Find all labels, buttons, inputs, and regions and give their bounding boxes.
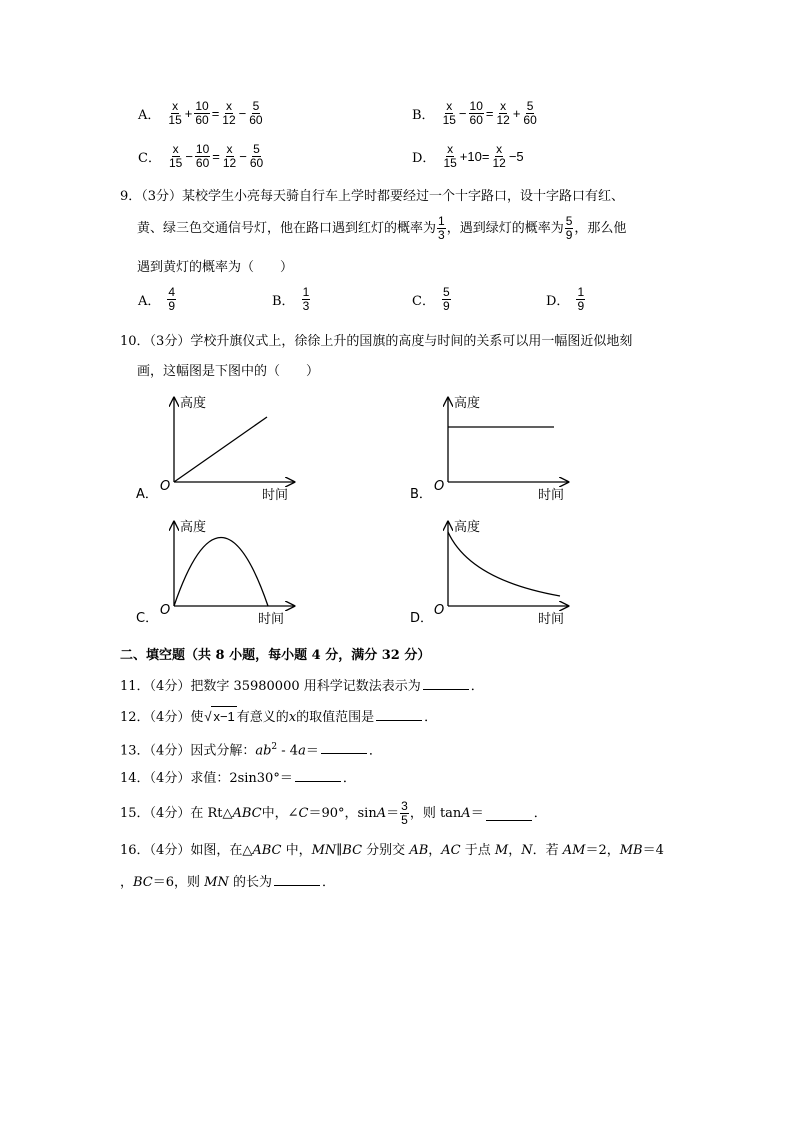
q12-blank[interactable] — [376, 707, 422, 721]
graph-d-label: D． — [410, 611, 434, 626]
graph-b-origin: O — [434, 479, 445, 494]
q11-blank[interactable] — [423, 676, 469, 690]
q8-option-c: C． $\frac{x}{15}$ − $\frac{10}{60}$ = $\frac{x}{12}$ − $\frac{5}{60}$ — [138, 142, 264, 170]
graph-a-origin: O — [160, 479, 171, 494]
q13-blank[interactable] — [321, 740, 367, 754]
q15-blank[interactable] — [486, 807, 532, 821]
q9-option-a: A． $\frac{4}{9}$ — [138, 285, 176, 313]
graph-a-ylabel: 高度 — [180, 396, 207, 411]
q8-option-a: A． $\frac{x}{15}$ + $\frac{10}{60}$ = $\frac{x}{12}$ − $\frac{5}{60}$ — [138, 99, 263, 127]
graph-b — [410, 390, 580, 505]
q9-option-d: D． $\frac{1}{9}$ — [546, 285, 585, 313]
graph-b-label: B． — [410, 487, 432, 502]
graph-a-xlabel: 时间 — [262, 488, 289, 503]
graph-c — [136, 514, 306, 629]
q13: 13．（4分）因式分解：$ab^2 - 4a=$ ． — [120, 742, 382, 759]
q10-line1: 10．（3分）学校升旗仪式上，徐徐上升的国旗的高度与时间的关系可以用一幅图近似地刻 — [120, 334, 633, 349]
q14-blank[interactable] — [295, 768, 341, 782]
graph-d-ylabel: 高度 — [454, 520, 481, 535]
q16-line2: ，BC＝6，则 MN 的长为 ． — [120, 872, 335, 893]
q9-line3: 遇到黄灯的概率为（ ） — [137, 260, 294, 275]
q10-line2: 画，这幅图是下图中的（ ） — [137, 364, 320, 379]
graph-b-xlabel: 时间 — [538, 488, 565, 503]
graph-c-ylabel: 高度 — [180, 520, 207, 535]
graph-c-xlabel: 时间 — [258, 612, 285, 627]
graph-a-curve — [174, 417, 267, 482]
section-2-heading: 二、填空题（共 8 小题，每小题 4 分，满分 32 分） — [120, 648, 431, 663]
graph-a-label: A． — [136, 487, 158, 502]
q12: 12．（4分）使√ x−1 有意义的x的取值范围是 ． — [120, 706, 437, 728]
graph-d-origin: O — [434, 603, 445, 618]
graph-d-xlabel: 时间 — [538, 612, 565, 627]
q11: 11．（4分）把数字 35980000 用科学记数法表示为 ． — [120, 676, 484, 697]
graph-c-label: C． — [136, 611, 159, 626]
q9-line1: 9．（3分）某校学生小亮每天骑自行车上学时都要经过一个十字路口，设十字路口有红、 — [120, 189, 625, 204]
graph-a — [136, 390, 306, 505]
q8-option-b: B． $\frac{x}{15}$ − $\frac{10}{60}$ = $\frac{x}{12}$ + $\frac{5}{60}$ — [412, 99, 537, 127]
q16-blank[interactable] — [274, 872, 320, 886]
q9-option-c: C． $\frac{5}{9}$ — [412, 285, 450, 313]
q9-line2: 黄、绿三色交通信号灯，他在路口遇到红灯的概率为 $\frac{1}{3}$ ，遇到绿灯的概率为 $\frac{5}{9}$ ，那么他 — [137, 214, 627, 242]
graph-b-ylabel: 高度 — [454, 396, 481, 411]
graph-c-curve — [174, 538, 268, 607]
q8-option-d: D． $\frac{x}{15}$ +10= $\frac{x}{12}$ −5 — [412, 142, 524, 170]
graph-d — [410, 514, 580, 629]
graph-d-curve — [448, 532, 560, 596]
q15: 15．（4分）在 Rt△ ABC 中，∠ C ＝90°，sin A ＝ $\frac{3}{5}$ ，则 tan A ＝ ． — [120, 799, 547, 827]
graph-c-origin: O — [160, 603, 171, 618]
q16-line1: 16．（4分）如图，在△ABC 中，MN∥BC 分别交 AB，AC 于点 M，N．若 AM＝2，MB＝4 — [120, 843, 664, 858]
q14: 14．（4分）求值：2sin30°＝ ． — [120, 768, 356, 789]
q9-option-b: B． $\frac{1}{3}$ — [272, 285, 310, 313]
